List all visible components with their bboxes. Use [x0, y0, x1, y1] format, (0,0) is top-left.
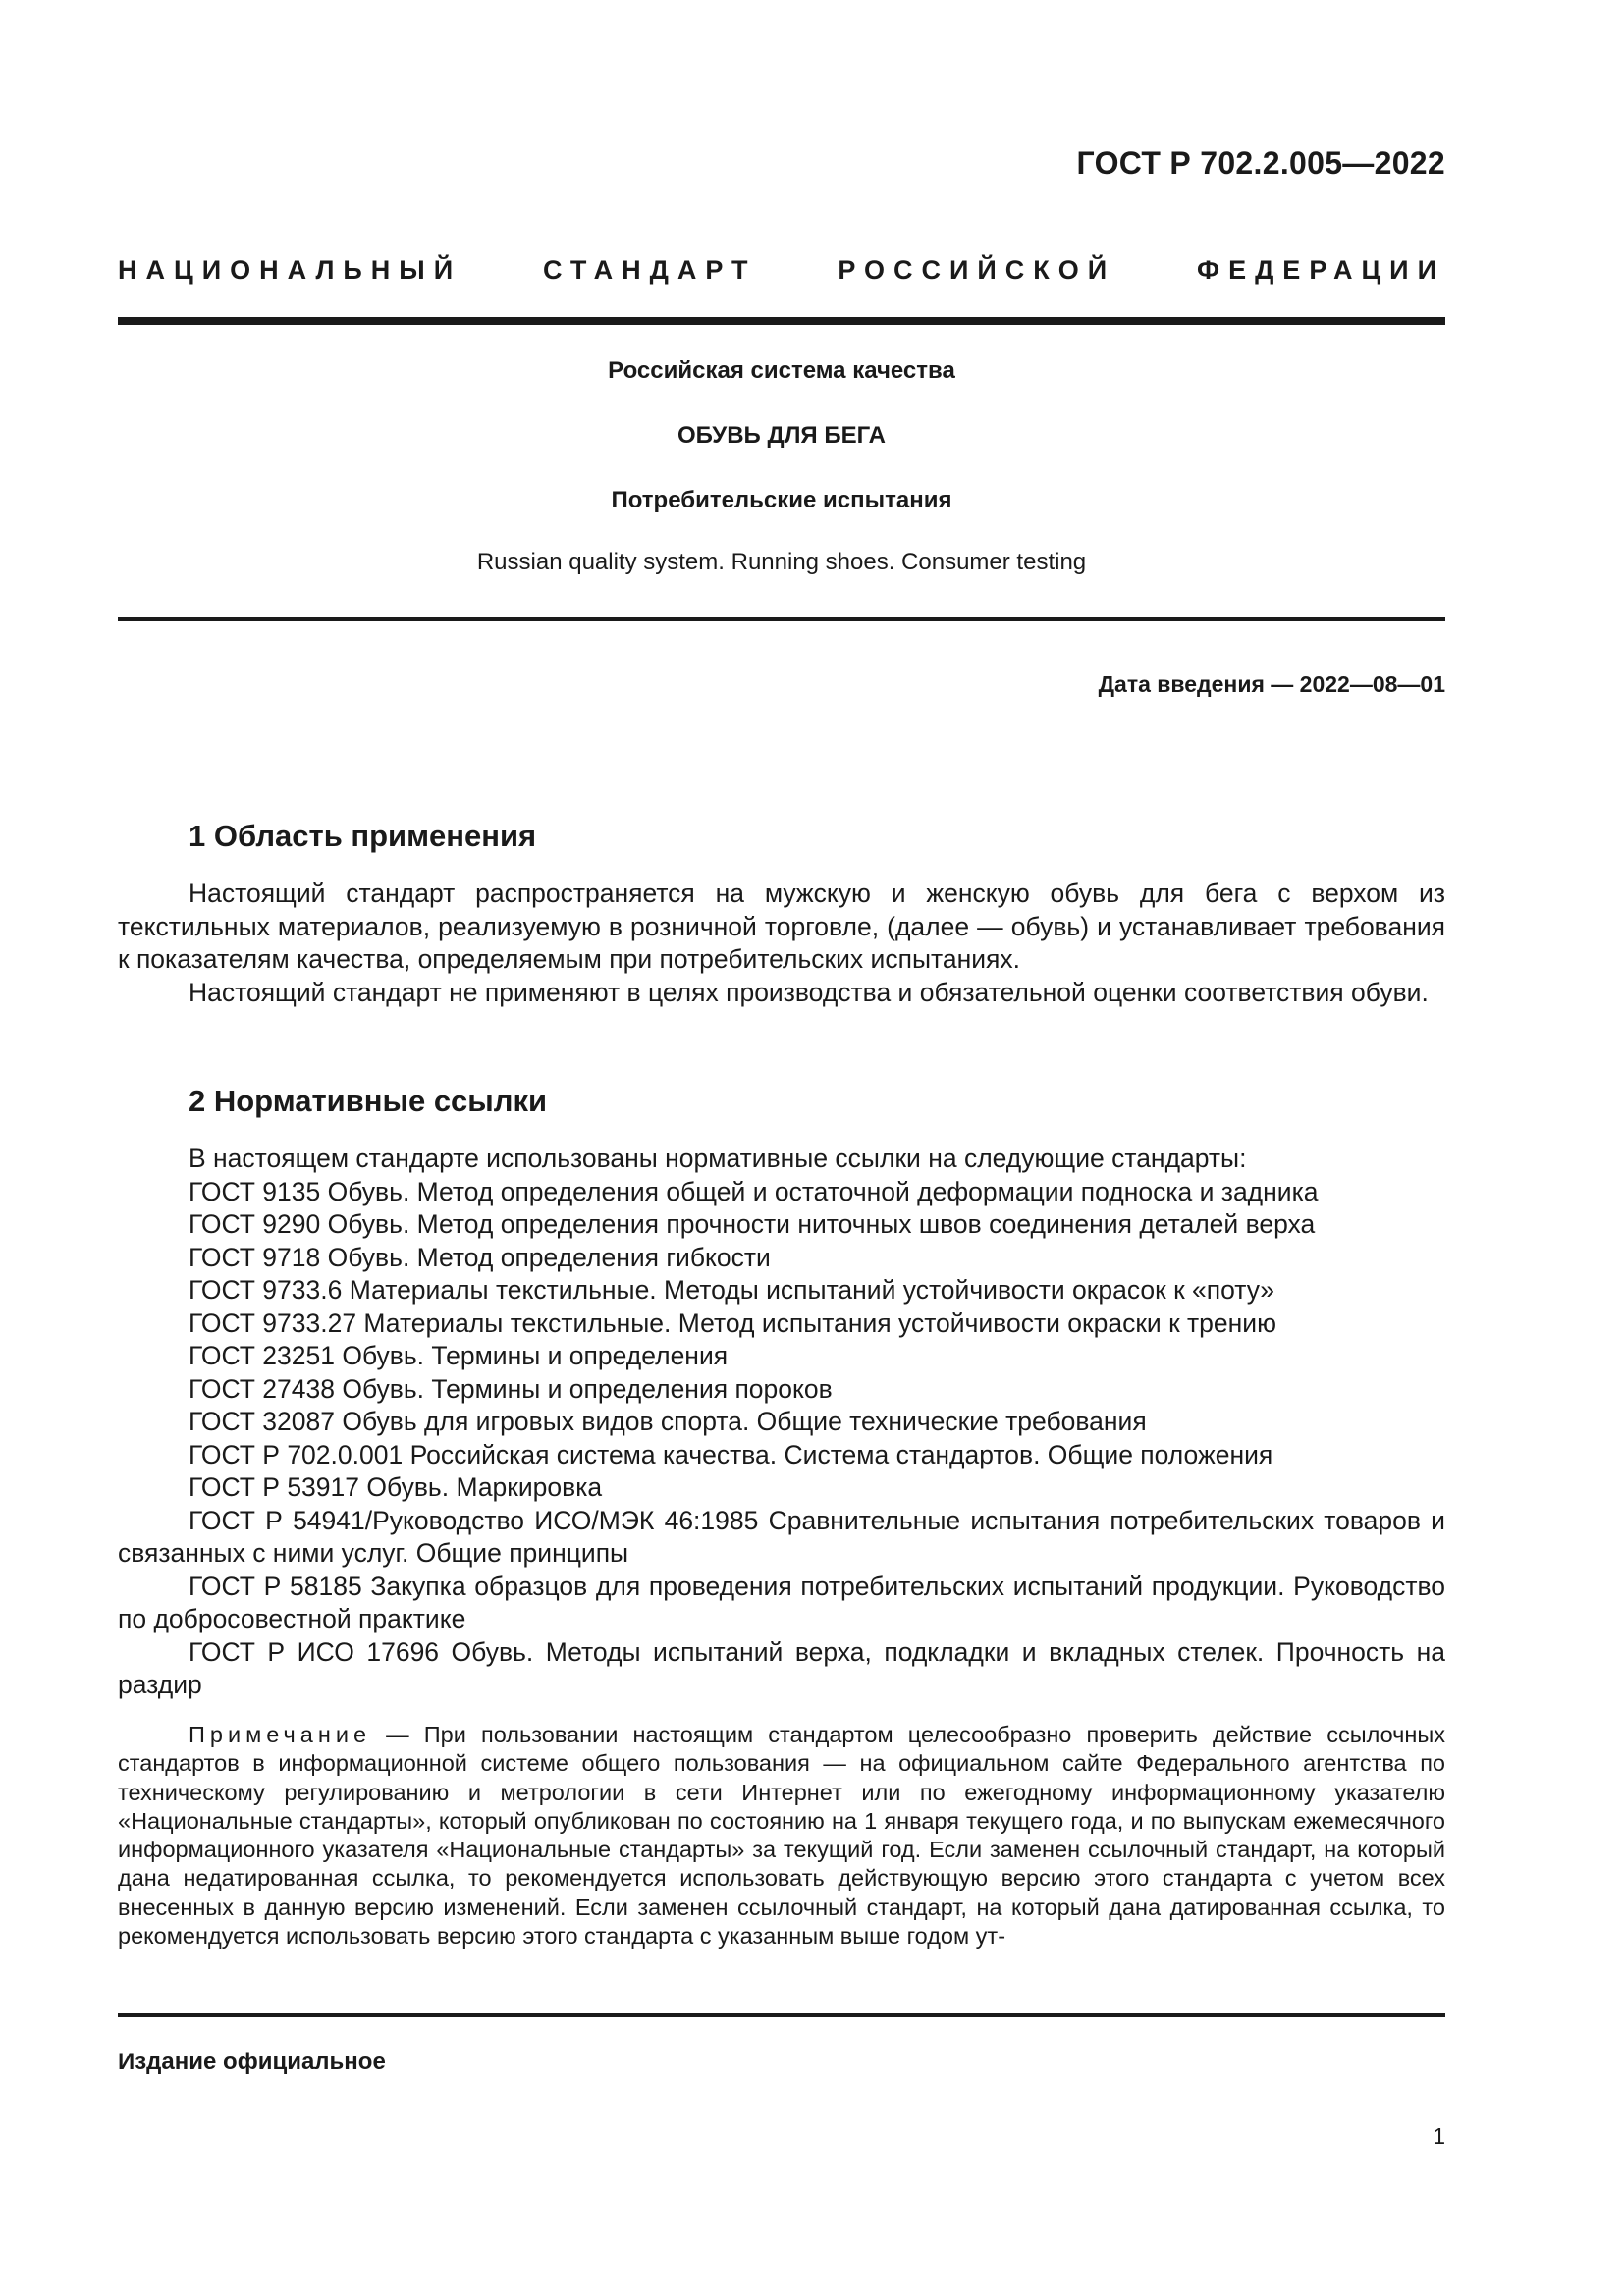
quality-system-title: Российская система качества — [608, 357, 955, 384]
reference-item: ГОСТ Р 53917 Обувь. Маркировка — [189, 1472, 603, 1502]
reference-item: ГОСТ Р 58185 Закупка образцов для проведения потребительских испытаний продукции. Руководство по добросовестной практике — [118, 1571, 1445, 1633]
section-1-paragraph: Настоящий стандарт распространяется на мужскую и женскую обувь для бега с верхом из текстильных материалов, реализуемую в розничной торговле, (далее — обувь) и устанавливает требования к показателям качества, определяемым при потребительских испытаниях. — [118, 879, 1445, 974]
reference-item: ГОСТ Р 54941/Руководство ИСО/МЭК 46:1985 Сравнительные испытания потребительских товаров и связанных с ними услуг. Общие принципы — [118, 1505, 1445, 1568]
english-title: Russian quality system. Running shoes. Consumer testing — [476, 549, 1087, 575]
references-note — [118, 1721, 1445, 1950]
reference-item: ГОСТ 23251 Обувь. Термины и определения — [189, 1341, 729, 1370]
section-1-paragraph: Настоящий стандарт не применяют в целях производства и обязательной оценки соответствия обуви. — [189, 977, 1429, 1007]
section-2-title: 2 Нормативные ссылки — [189, 1084, 548, 1118]
note-label: Примечание — [189, 1722, 372, 1747]
references-list — [118, 1143, 1445, 1702]
reference-item: ГОСТ 9733.6 Материалы текстильные. Методы испытаний устойчивости окрасок к «поту» — [189, 1275, 1274, 1305]
footer-divider — [118, 2013, 1445, 2017]
document-subtitle: Потребительские испытания — [611, 487, 952, 513]
document-page — [118, 0, 1445, 2296]
reference-item: ГОСТ Р 702.0.001 Российская система качества. Система стандартов. Общие положения — [189, 1439, 1273, 1469]
reference-item: ГОСТ 9135 Обувь. Метод определения общей и остаточной деформации подноска и задника — [189, 1176, 1319, 1206]
standard-code: ГОСТ Р 702.2.005—2022 — [1076, 145, 1445, 181]
header-divider — [118, 317, 1445, 325]
title-divider — [118, 617, 1445, 621]
reference-item: ГОСТ 32087 Обувь для игровых видов спорта. Общие технические требования — [189, 1407, 1147, 1436]
section-1-title: 1 Область применения — [189, 819, 537, 853]
reference-item: ГОСТ 27438 Обувь. Термины и определения пороков — [189, 1373, 833, 1404]
national-standard-banner: НАЦИОНАЛЬНЫЙ СТАНДАРТ РОССИЙСКОЙ ФЕДЕРАЦИИ — [118, 255, 1445, 285]
document-title: ОБУВЬ ДЛЯ БЕГА — [677, 422, 887, 449]
reference-item: ГОСТ 9290 Обувь. Метод определения прочности ниточных швов соединения деталей верха — [189, 1209, 1316, 1239]
reference-item: ГОСТ Р ИСО 17696 Обувь. Методы испытаний верха, подкладки и вкладных стелек. Прочность на раздир — [118, 1636, 1445, 1699]
section-1-body — [118, 878, 1445, 1009]
introduction-date: Дата введения — 2022—08—01 — [1098, 671, 1445, 697]
reference-item: ГОСТ 9733.27 Материалы текстильные. Метод испытания устойчивости окраски к трению — [189, 1308, 1276, 1338]
note-text: — При пользовании настоящим стандартом целесообразно проверить действие ссылочных стандартов в информационной системе общего пользования — на официальном сайте Федерального агентства по техническому регулированию и метрологии в сети Интернет или по ежегодному информационному указателю «Национальные стандарты», который опубликован по состоянию на 1 января текущего года, и по выпускам ежемесячного информационного указателя «Национальные стандарты» за текущий год. Если заменен ссылочный стандарт, на который дана недатированная ссылка, то рекомендуется использовать действующую версию этого стандарта с учетом всех внесенных в данную версию изменений. Если заменен ссылочный стандарт, на который дана датированная ссылка, то рекомендуется использовать версию этого стандарта с указанным выше годом ут- — [118, 1722, 1445, 1949]
reference-item: ГОСТ 9718 Обувь. Метод определения гибкости — [189, 1242, 771, 1272]
page-number: 1 — [1433, 2123, 1445, 2149]
official-edition-label: Издание официальное — [118, 2049, 386, 2075]
references-intro: В настоящем стандарте использованы нормативные ссылки на следующие стандарты: — [189, 1144, 1247, 1173]
